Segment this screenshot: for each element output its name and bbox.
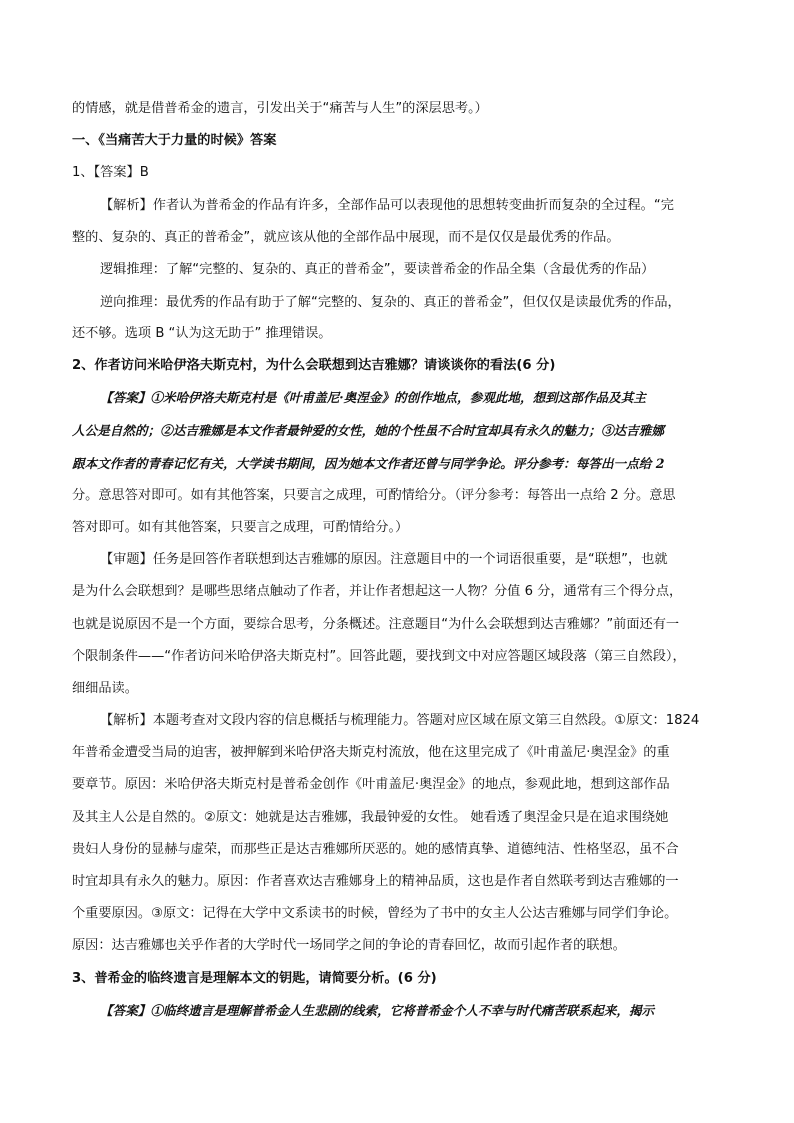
text-line: 答对即可。如有其他答案，只要言之成理，可酌情给分。）	[72, 520, 409, 535]
answer-line: 【答案】①米哈伊洛夫斯克村是《叶甫盖尼·奥涅金》的创作地点，参观此地，想到这部作品及其主	[100, 390, 646, 405]
text-line: 个重要原因。③原文：记得在大学中文系读书的时候，曾经为了书中的女主人公达吉雅娜与同学们争论。	[72, 906, 678, 921]
section-heading: 一、《当痛苦大于力量的时候》答案	[72, 133, 277, 148]
text-line: 逻辑推理：了解“完整的、复杂的、真正的普希金”，要读普希金的作品全集（含最优秀的作品）	[100, 262, 655, 277]
answer-line: 1、【答案】B	[72, 165, 149, 180]
text-line: 是为什么会联想到？是哪些思绪点触动了作者，并让作者想起这一人物？分值 6 分，通常有三个得分点，	[72, 584, 683, 599]
text-line: 也就是说原因不是一个方面，要综合思考，分条概述。注意题目“为什么会联想到达吉雅娜？”前面还有一	[72, 617, 680, 632]
text-line: 逆向推理：最优秀的作品有助于了解“完整的、复杂的、真正的普希金”，但仅仅是读最优秀的作品，	[100, 295, 681, 310]
text-line: 还不够。选项 B “认为这无助于” 推理错误。	[72, 326, 332, 341]
text-line: 分。意思答对即可。如有其他答案，只要言之成理，可酌情给分。（评分参考：每答出一点给 2 分。意思	[72, 488, 676, 503]
text-line: 个限制条件——“作者访问米哈伊洛夫斯克村”。回答此题，要找到文中对应答题区域段落（第三自然段），	[72, 649, 686, 664]
answer-line: 【答案】①临终遗言是理解普希金人生悲剧的线索，它将普希金个人不幸与时代痛苦联系起来，揭示	[100, 1003, 655, 1018]
text-line: 【解析】作者认为普希金的作品有许多，全部作品可以表现他的思想转变曲折而复杂的全过程。“完	[100, 198, 674, 213]
question-heading: 2、作者访问米哈伊洛夫斯克村，为什么会联想到达吉雅娜？请谈谈你的看法(6 分)	[72, 358, 556, 373]
text-line: 及其主人公是自然的。②原文：她就是达吉雅娜，我最钟爱的女性。 她看透了奥涅金只是在追求围绕她	[72, 810, 669, 825]
text-line: 年普希金遭受当局的迫害，被押解到米哈伊洛夫斯克村流放，他在这里完成了《叶甫盖尼·奥涅金》的重	[72, 745, 670, 760]
question-heading: 3、普希金的临终遗言是理解本文的钥匙，请简要分析。(6 分)	[72, 971, 437, 986]
answer-line: 人公是自然的；②达吉雅娜是本文作者最钟爱的女性，她的个性虽不合时宜却具有永久的魅力；③达吉雅娜	[72, 423, 664, 438]
text-line: 【解析】本题考查对文段内容的信息概括与梳理能力。答题对应区域在原文第三自然段。①原文：1824	[100, 713, 700, 728]
text-line: 的情感，就是借普希金的遗言，引发出关于“痛苦与人生”的深层思考。）	[72, 101, 488, 116]
text-line: 原因：达吉雅娜也关乎作者的大学时代一场同学之间的争论的青春回忆，故而引起作者的联想。	[72, 938, 626, 953]
text-line: 时宜却具有永久的魅力。原因：作者喜欢达吉雅娜身上的精神品质，这也是作者自然联考到达吉雅娜的一	[72, 874, 679, 889]
text-line: 【审题】任务是回答作者联想到达吉雅娜的原因。注意题目中的一个词语很重要，是“联想”，也就	[100, 552, 668, 567]
answer-line: 跟本文作者的青春记忆有关，大学读书期间，因为她本文作者还曾与同学争论。评分参考：每答出一点给 2	[72, 456, 665, 471]
text-line: 整的、复杂的、真正的普希金”，就应该从他的全部作品中展现，而不是仅仅是最优秀的作品。	[72, 230, 620, 245]
text-line: 贵妇人身份的显赫与虚荣，而那些正是达吉雅娜所厌恶的。她的感情真挚、道德纯洁、性格坚忍，虽不合	[72, 842, 679, 857]
text-line: 要章节。原因：米哈伊洛夫斯克村是普希金创作《叶甫盖尼·奥涅金》的地点，参观此地，想到这部作品	[72, 777, 670, 792]
text-line: 细细品读。	[72, 681, 138, 696]
